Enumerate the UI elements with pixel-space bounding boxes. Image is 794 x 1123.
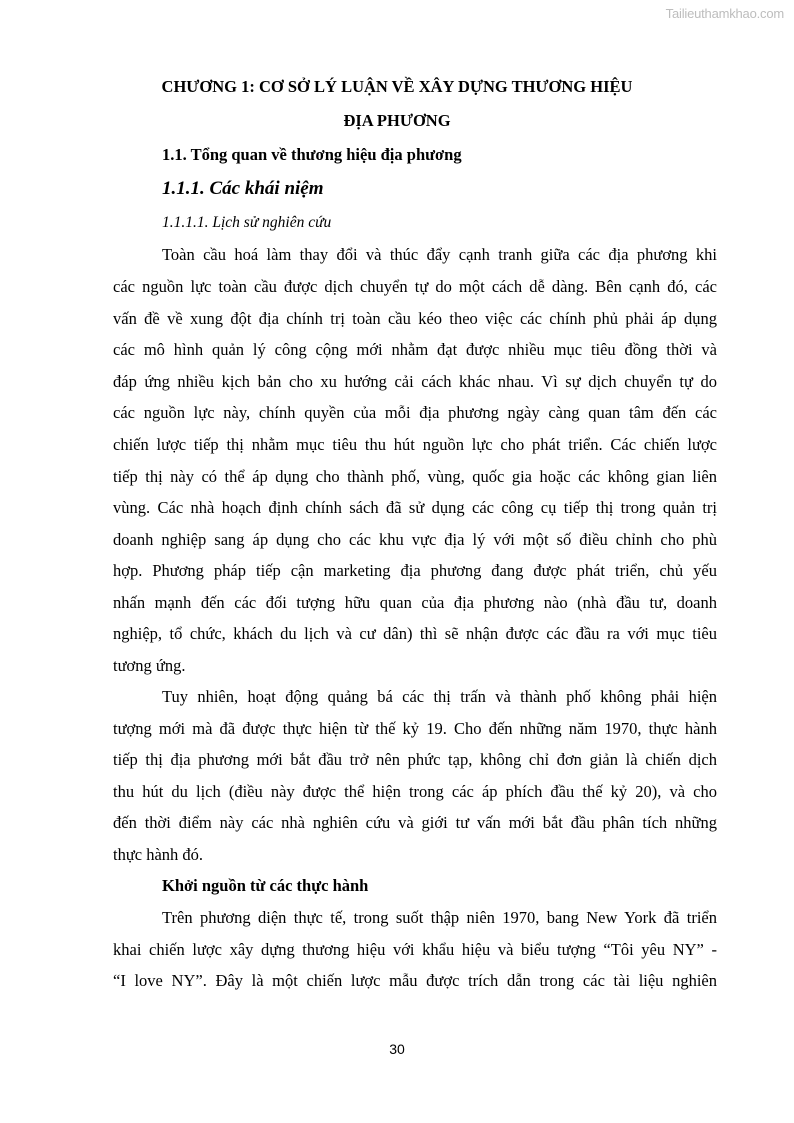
paragraph-line: tiếp thị địa phương mới bắt đầu trở nên phức tạp, không chỉ đơn giản là chiến dịch xyxy=(113,750,717,769)
paragraph-line: đáp ứng nhiều kịch bản cho xu hướng cải cách khác nhau. Vì sự dịch chuyển tự do xyxy=(113,372,717,391)
section-heading-1-1: 1.1. Tổng quan về thương hiệu địa phương xyxy=(162,145,462,164)
paragraph-line: Trên phương diện thực tế, trong suốt thập niên 1970, bang New York đã triển xyxy=(162,908,717,927)
paragraph-line: vùng. Các nhà hoạch định chính sách đã sử dụng các công cụ tiếp thị trong quản trị xyxy=(113,498,717,517)
paragraph-line: đến thời điểm này các nhà nghiên cứu và giới tư vấn mới bắt đầu phân tích những xyxy=(113,813,717,832)
paragraph-line: Tuy nhiên, hoạt động quảng bá các thị trấn và thành phố không phải hiện xyxy=(162,687,717,706)
paragraph-line: vấn đề về xung đột địa chính trị toàn cầu kéo theo việc các chính phủ phải áp dụng xyxy=(113,309,717,328)
paragraph-line: thực hành đó. xyxy=(113,845,204,864)
watermark: Tailieuthamkhao.com xyxy=(665,6,784,21)
paragraph-line: các nguồn lực này, chính quyền của mỗi địa phương ngày càng quan tâm đến các xyxy=(113,403,717,422)
paragraph-line: các nguồn lực toàn cầu được dịch chuyển tự do một cách dễ dàng. Bên cạnh đó, các xyxy=(113,277,717,296)
subheading-origins: Khởi nguồn từ các thực hành xyxy=(162,876,369,895)
paragraph-line: khai chiến lược xây dựng thương hiệu với khẩu hiệu và biểu tượng “Tôi yêu NY” - xyxy=(113,940,717,959)
paragraph-line: hợp. Phương pháp tiếp cận marketing địa phương đang được phát triển, chủ yếu xyxy=(113,561,717,580)
section-heading-1-1-1: 1.1.1. Các khái niệm xyxy=(162,178,324,199)
paragraph-line: chiến lược tiếp thị nhằm mục tiêu thu hút nguồn lực cho phát triển. Các chiến lược xyxy=(113,435,717,454)
paragraph-line: các mô hình quản lý công cộng mới nhằm đạt được nhiều mục tiêu đồng thời và xyxy=(113,340,717,359)
chapter-title-line-1: CHƯƠNG 1: CƠ SỞ LÝ LUẬN VỀ XÂY DỰNG THƯƠNG HIỆU xyxy=(161,77,633,96)
paragraph-line: “I love NY”. Đây là một chiến lược mẫu được trích dẫn trong các tài liệu nghiên xyxy=(113,971,717,990)
paragraph-line: thu hút du lịch (điều này được thể hiện trong các áp phích đầu thế kỷ 20), và cho xyxy=(113,782,717,801)
paragraph-line: tượng mới mà đã được thực hiện từ thế kỷ 19. Cho đến những năm 1970, thực hành xyxy=(113,719,717,738)
paragraph-line: Toàn cầu hoá làm thay đổi và thúc đẩy cạnh tranh giữa các địa phương khi xyxy=(162,245,717,264)
paragraph-line: nghiệp, tổ chức, khách du lịch và cư dân) thì sẽ nhận được các đầu ra với mục tiêu xyxy=(113,624,717,643)
page-number: 30 xyxy=(389,1041,405,1057)
paragraph-line: nhấn mạnh đến các đối tượng hữu quan của địa phương nào (nhà đầu tư, doanh xyxy=(113,593,717,612)
section-heading-1-1-1-1: 1.1.1.1. Lịch sử nghiên cứu xyxy=(162,214,332,231)
paragraph-line: tương ứng. xyxy=(113,656,186,675)
paragraph-line: tiếp thị này có thể áp dụng cho thành phố, vùng, quốc gia hoặc các không gian liên xyxy=(113,467,717,486)
paragraph-line: doanh nghiệp sang áp dụng cho các khu vực địa lý với một số điều chỉnh cho phù xyxy=(113,530,717,549)
chapter-title-line-2: ĐỊA PHƯƠNG xyxy=(343,111,451,130)
